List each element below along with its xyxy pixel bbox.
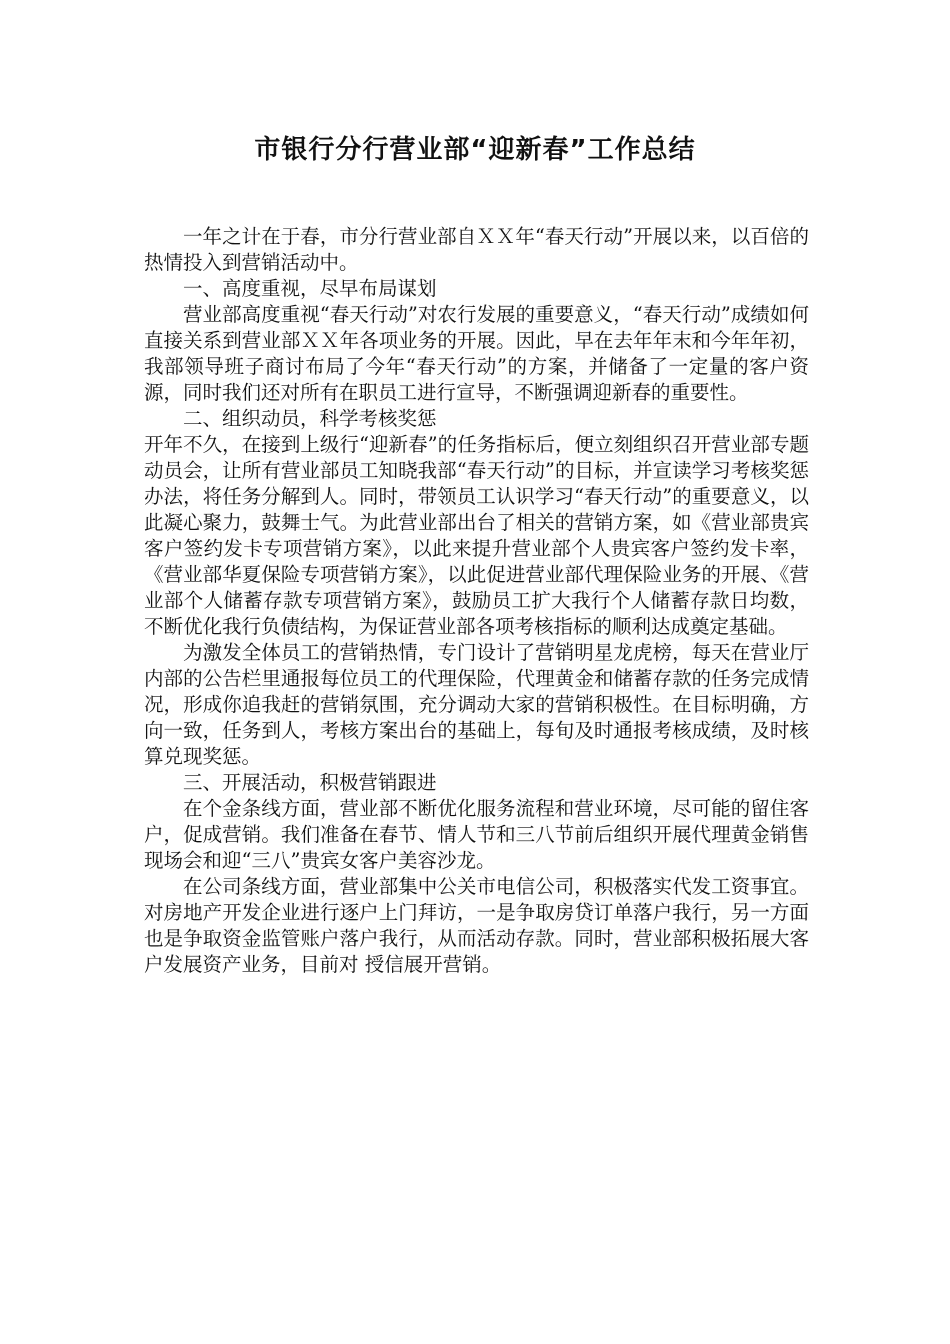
- intro-paragraph: 一年之计在于春，市分行营业部自ＸＸ年“春天行动”开展以来，以百倍的热情投入到营销活动中。: [144, 225, 809, 274]
- section-1-paragraph: 营业部高度重视“春天行动”对农行发展的重要意义，“春天行动”成绩如何直接关系到营业部ＸＸ年各项业务的开展。因此，早在去年年末和今年年初，我部领导班子商讨布局了今年“春天行动”的方案，并储备了一定量的客户资源，同时我们还对所有在职员工进行宣导，不断强调迎新春的重要性。: [144, 303, 809, 404]
- section-heading-1: 一、高度重视，尽早布局谋划: [183, 277, 437, 300]
- section-heading-2: 二、组织动员，科学考核奖惩: [183, 407, 437, 430]
- document-title: 市银行分行营业部“迎新春”工作总结: [254, 135, 696, 165]
- section-2-paragraph-1: 开年不久，在接到上级行“迎新春”的任务指标后，便立刻组织召开营业部专题动员会，让所有营业部员工知晓我部“春天行动”的目标，并宣读学习考核奖惩办法，将任务分解到人。同时，带领员工认识学习“春天行动”的重要意义，以此凝心聚力，鼓舞士气。为此营业部出台了相关的营销方案，如《营业部贵宾客户签约发卡专项营销方案》，以此来提升营业部个人贵宾客户签约发卡率，《营业部华夏保险专项营销方案》，以此促进营业部代理保险业务的开展、《营业部个人储蓄存款专项营销方案》，鼓励员工扩大我行个人储蓄存款日均数，不断优化我行负债结构，为保证营业部各项考核指标的顺利达成奠定基础。: [144, 433, 809, 638]
- section-heading-3: 三、开展活动，积极营销跟进: [183, 771, 437, 794]
- section-3-paragraph-1: 在个金条线方面，营业部不断优化服务流程和营业环境，尽可能的留住客户，促成营销。我们准备在春节、情人节和三八节前后组织开展代理黄金销售现场会和迎“三八”贵宾女客户美容沙龙。: [144, 797, 809, 872]
- section-3-paragraph-2: 在公司条线方面，营业部集中公关市电信公司，积极落实代发工资事宜。对房地产开发企业进行逐户上门拜访，一是争取房贷订单落户我行，另一方面也是争取资金监管账户落户我行，从而活动存款。同时，营业部积极拓展大客户发展资产业务，目前对 授信展开营销。: [144, 875, 809, 976]
- document-body: [144, 224, 809, 978]
- section-2-paragraph-2: 为激发全体员工的营销热情，专门设计了营销明星龙虎榜，每天在营业厅内部的公告栏里通报每位员工的代理保险，代理黄金和储蓄存款的任务完成情况，形成你追我赶的营销氛围，充分调动大家的营销积极性。在目标明确，方向一致，任务到人，考核方案出台的基础上，每旬及时通报考核成绩，及时核算兑现奖惩。: [144, 641, 809, 768]
